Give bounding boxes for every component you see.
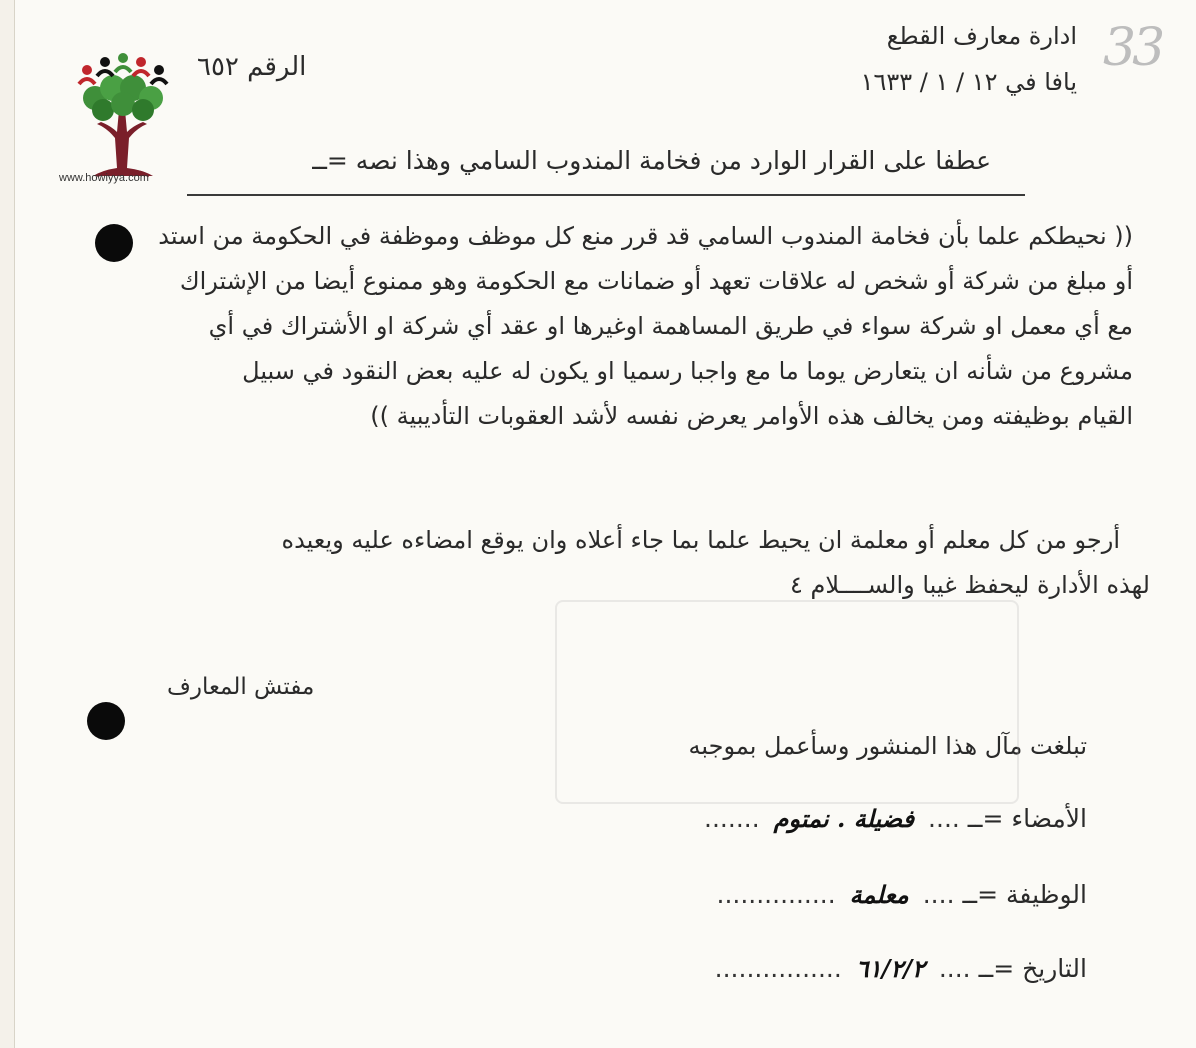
position-value: معلمة xyxy=(849,880,909,909)
decree-paragraph xyxy=(113,214,1133,439)
decree-line: مشروع من شأنه ان يتعارض يوما ما مع واجبا رسميا او يكون له عليه بعض النقود في سبيل xyxy=(242,357,1133,385)
logo-url: www.howiyya.com xyxy=(59,172,149,184)
document-date: يافا في ١٢ / ١ / ١٦٣٣ xyxy=(860,68,1077,96)
date-label: التاريخ =ــ xyxy=(978,954,1087,983)
dots: .... xyxy=(928,804,960,833)
decree-line: (( نحيطكم علما بأن فخامة المندوب السامي قد قرر منع كل موظف وموظفة في الحكومة من استد xyxy=(158,222,1133,250)
dots: ................ xyxy=(714,954,842,983)
faded-stamp xyxy=(555,600,1019,804)
folio-number: 33 xyxy=(1103,18,1162,78)
decree-line: القيام بوظيفته ومن يخالف هذه الأوامر يعرض نفسه لأشد العقوبات التأديبية )) xyxy=(370,402,1133,430)
signature-value: فضيلة . نمتوم xyxy=(773,804,915,833)
reference-number: الرقم ٦٥٢ xyxy=(197,52,307,82)
decree-line: مع أي معمل او شركة سواء في طريق المساهمة اوغيرها او عقد أي شركة او الأشتراك في أي xyxy=(208,312,1133,340)
dots: ............... xyxy=(716,880,836,909)
dots: .... xyxy=(938,954,971,983)
punch-hole xyxy=(95,224,133,262)
intro-line: عطفا على القرار الوارد من فخامة المندوب السامي وهذا نصه =ــ xyxy=(312,146,991,175)
inspector-signature: مفتش المعارف xyxy=(167,674,315,700)
dots: .... xyxy=(922,880,955,909)
position-label: الوظيفة =ــ xyxy=(962,880,1087,909)
position-field xyxy=(717,880,1088,909)
punch-hole xyxy=(87,702,125,740)
request-paragraph xyxy=(135,518,1150,608)
date-field xyxy=(715,954,1087,983)
signature-label: الأمضاء =ــ xyxy=(967,804,1087,833)
office-title: ادارة معارف القطع xyxy=(886,22,1077,50)
decree-line: أو مبلغ من شركة أو شخص له علاقات تعهد أو ضمانات مع الحكومة وهو ممنوع أيضا من الإشتراك xyxy=(179,267,1133,295)
signature-field xyxy=(704,804,1087,833)
acknowledgement-line: تبلغت مآل هذا المنشور وسأعمل بموجبه xyxy=(688,732,1087,760)
date-value: ٦١/٢/٢ xyxy=(855,954,925,983)
request-line: لهذه الأدارة ليحفظ غيبا والســــلام ٤ xyxy=(789,571,1150,599)
dots: ....... xyxy=(704,804,760,833)
howiyya-logo-icon xyxy=(57,50,189,190)
document-page xyxy=(14,0,1196,1048)
separator-line xyxy=(187,194,1025,196)
request-line: أرجو من كل معلم أو معلمة ان يحيط علما بما جاء أعلاه وان يوقع امضاءه عليه ويعيده xyxy=(281,526,1120,554)
